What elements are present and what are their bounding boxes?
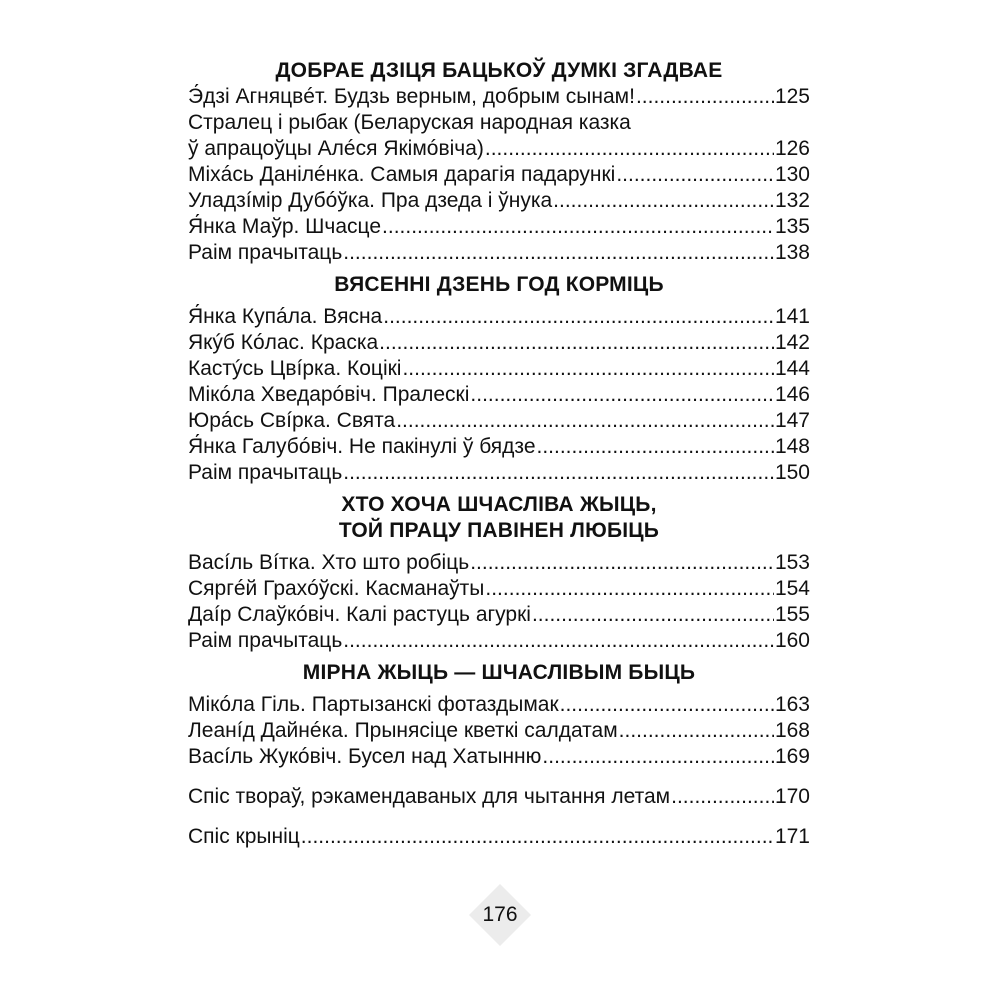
- entry-last-line: [188, 136, 810, 162]
- dot-leader: [343, 460, 774, 486]
- entry-page: 141: [774, 305, 810, 328]
- section-title: [188, 272, 810, 298]
- entry-title: Даíр Слаўкóвіч. Калі растуць агуркі: [188, 603, 531, 626]
- entry-page: 135: [774, 215, 810, 238]
- entry-title: Якýб Кóлас. Краска: [188, 331, 379, 354]
- entry-title: Спіс твораў, рэкамендаваных для чытання летам: [188, 785, 671, 808]
- toc-entry[interactable]: [188, 824, 810, 850]
- entry-page: 154: [774, 577, 810, 600]
- entry-page: 153: [774, 551, 810, 574]
- dot-leader: [671, 784, 774, 810]
- dot-leader: [470, 382, 774, 408]
- page-number-badge: [469, 884, 531, 946]
- entry-page: 146: [774, 383, 810, 406]
- entry-title: Я́нка Маўр. Шчасце: [188, 215, 382, 238]
- toc-entry[interactable]: [188, 408, 810, 434]
- dot-leader: [560, 692, 774, 718]
- toc-entry[interactable]: [188, 576, 810, 602]
- toc-entry[interactable]: [188, 628, 810, 654]
- section-title: [188, 660, 810, 686]
- entry-page: 125: [774, 85, 810, 108]
- entry-page: 147: [774, 409, 810, 432]
- entry-title: Раім прачытаць: [188, 461, 343, 484]
- entry-page: 132: [774, 189, 810, 212]
- entry-page: 142: [774, 331, 810, 354]
- toc-entry[interactable]: [188, 214, 810, 240]
- entry-page: 168: [774, 719, 810, 742]
- section-title-line: МІРНА ЖЫЦЬ — ШЧАСЛІВЫМ БЫЦЬ: [302, 661, 696, 684]
- dot-leader: [470, 550, 774, 576]
- dot-leader: [343, 628, 774, 654]
- dot-leader: [383, 304, 774, 330]
- entry-page: 171: [774, 825, 810, 848]
- section-title: [188, 492, 810, 544]
- entry-page: 144: [774, 357, 810, 380]
- toc-entry[interactable]: [188, 110, 810, 162]
- section-title-line: ДОБРАЕ ДЗІЦЯ БАЦЬКОЎ ДУМКІ ЗГАДВАЕ: [275, 59, 723, 82]
- toc-entry[interactable]: [188, 304, 810, 330]
- section-title-line: ВЯСЕННІ ДЗЕНЬ ГОД КОРМІЦЬ: [334, 273, 664, 296]
- toc-entry[interactable]: [188, 240, 810, 266]
- entry-title: Мікóла Гіль. Партызанскі фотаздымак: [188, 693, 559, 716]
- dot-leader: [343, 240, 774, 266]
- entry-title: Я́нка Купáла. Вясна: [188, 305, 383, 328]
- toc-entry[interactable]: [188, 784, 810, 810]
- entry-title-line1: Стралец і рыбак (Беларуская народная казка: [188, 111, 631, 134]
- entry-title: Васíль Жукóвіч. Бусел над Хатынню: [188, 745, 542, 768]
- entry-page: 160: [774, 629, 810, 652]
- entry-page: 126: [774, 137, 810, 160]
- dot-leader: [396, 408, 774, 434]
- entry-title: Мікóла Хведарóвіч. Пралескі: [188, 383, 470, 406]
- entry-title: Леанíд Дайнéка. Прынясіце кветкі салдатам: [188, 719, 618, 742]
- entry-title: Сяргéй Грахóўскі. Касманаўты: [188, 577, 485, 600]
- entry-title: Міхáсь Данілéнка. Самыя дарагія падарункі: [188, 163, 616, 186]
- entry-page: 163: [774, 693, 810, 716]
- toc-entry[interactable]: [188, 692, 810, 718]
- section-title-line: ХТО ХОЧА ШЧАСЛІВА ЖЫЦЬ,: [341, 493, 657, 516]
- toc-entry[interactable]: [188, 460, 810, 486]
- entry-page: 148: [774, 435, 810, 458]
- entry-title: Э́дзі Агняцвéт. Будзь верным, добрым сынам!: [188, 85, 635, 108]
- entry-title: Уладзíмір Дубóўка. Пра дзеда і ўнука: [188, 189, 553, 212]
- toc-entry[interactable]: [188, 602, 810, 628]
- spacer: [188, 810, 810, 824]
- dot-leader: [542, 744, 774, 770]
- toc-entry[interactable]: [188, 162, 810, 188]
- dot-leader: [382, 214, 774, 240]
- dot-leader: [619, 718, 774, 744]
- toc-entry[interactable]: [188, 550, 810, 576]
- toc-entry[interactable]: [188, 718, 810, 744]
- dot-leader: [553, 188, 774, 214]
- entry-title: Раім прачытаць: [188, 241, 343, 264]
- toc-entry[interactable]: [188, 330, 810, 356]
- entry-page: 170: [774, 785, 810, 808]
- entry-title: ў апрацоўцы Алéся Якімóвіча): [188, 137, 484, 160]
- dot-leader: [301, 824, 774, 850]
- spacer: [188, 770, 810, 784]
- entry-title: Я́нка Галубóвіч. Не пакінулі ў бядзе: [188, 435, 536, 458]
- toc-entry[interactable]: [188, 188, 810, 214]
- section-title: [188, 58, 810, 84]
- toc-entry[interactable]: [188, 84, 810, 110]
- entry-page: 155: [774, 603, 810, 626]
- entry-page: 169: [774, 745, 810, 768]
- page-number: 176: [482, 903, 518, 926]
- dot-leader: [636, 84, 774, 110]
- entry-title: Кастýсь Цвíрка. Коцікі: [188, 357, 402, 380]
- dot-leader: [485, 136, 774, 162]
- section-title-line: ТОЙ ПРАЦУ ПАВІНЕН ЛЮБІЦЬ: [338, 519, 660, 542]
- entry-title: Раім прачытаць: [188, 629, 343, 652]
- entry-title: Спіс крыніц: [188, 825, 300, 848]
- dot-leader: [402, 356, 773, 382]
- dot-leader: [379, 330, 774, 356]
- dot-leader: [532, 602, 774, 628]
- dot-leader: [537, 434, 774, 460]
- toc-entry[interactable]: [188, 744, 810, 770]
- dot-leader: [485, 576, 774, 602]
- toc-entry[interactable]: [188, 356, 810, 382]
- entry-title: Васíль Вíтка. Хто што робіць: [188, 551, 470, 574]
- entry-page: 130: [774, 163, 810, 186]
- dot-leader: [616, 162, 774, 188]
- toc-entry[interactable]: [188, 382, 810, 408]
- entry-page: 150: [774, 461, 810, 484]
- entry-title: Юрáсь Свíрка. Свята: [188, 409, 396, 432]
- toc-entry[interactable]: [188, 434, 810, 460]
- table-of-contents: [188, 58, 810, 850]
- entry-page: 138: [774, 241, 810, 264]
